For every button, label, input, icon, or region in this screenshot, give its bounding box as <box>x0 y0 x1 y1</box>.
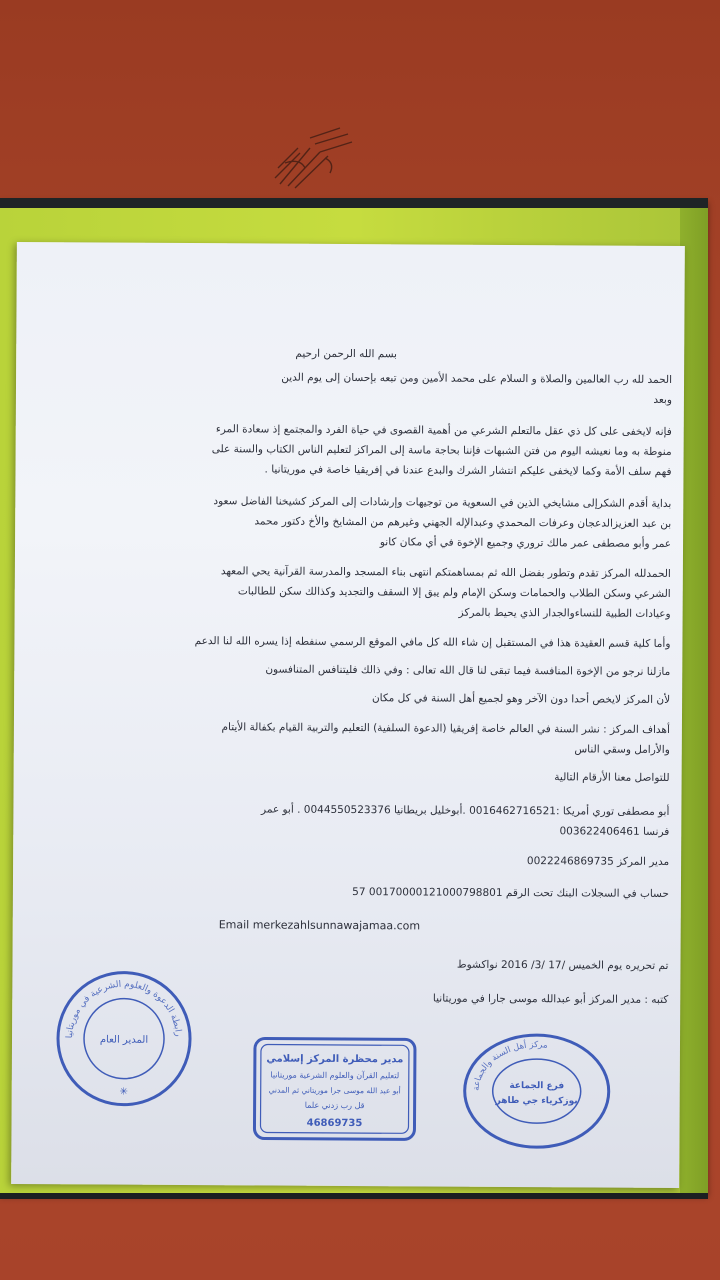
oval-stamp-right <box>461 1031 612 1152</box>
signature-line: كتبه : مدير المركز أبو عبدالله موسى جارا في موريتانيا <box>432 992 669 1006</box>
stamp-right-ring-text: مركز أهل السنة والجماعة <box>471 1040 549 1092</box>
stamp-center-line-3: أبو عبد الله موسى جرا موريتاني ثم المدني <box>268 1085 401 1096</box>
opening-line-1: الحمد لله رب العالمين والصلاة و السلام على محمد الأمين ومن تبعه بإحسان إلى يوم الدين <box>281 371 673 386</box>
para5: مازلنا نرجو من الإخوة المنافسة فيما تبقى لنا قال الله تعالى : وفي ذالك فليتنافس المتنافسون <box>265 663 671 678</box>
para2-line-1: بداية أقدم الشكرإلى مشايخي الذين في السعوية من توجيهات وإرشادات إلى المركز كشيخنا الفاضل سعود <box>213 495 672 510</box>
email-line: Email merkezahlsunnawajamaa.com <box>218 918 421 933</box>
para2-line-3: عمر وأبو مصطفى عمر مالك تروري وجميع الإخوة في أي مكان كانو <box>379 536 672 550</box>
para2-line-2: بن عبد العزيزالدعجان وعرفات المحمدي وعبدالإله الجهني وغيرهم من المشايخ والأخ دكتور محمد <box>254 515 672 530</box>
date-line: تم تحريره يوم الخميس /17 /3/ 2016 نواكشوط <box>456 958 669 972</box>
para7-line-1: أهداف المركز : نشر السنة في العالم خاصة إفريقيا (الدعوة السلفية) التعليم والتربية القيام بكفالة الأيتام <box>221 721 670 736</box>
round-stamp-left <box>56 968 193 1109</box>
stamp-left-star-icon: ✳ <box>119 1086 128 1098</box>
stamp-left-center-text: المدير العام <box>99 1034 149 1046</box>
folder-bottom-line <box>0 1193 708 1199</box>
stamp-center-line-1: مدير محظرة المركز إسلامي <box>266 1053 404 1066</box>
pen-scribble-mark <box>270 118 360 193</box>
stamp-right-center-line-1: فرع الجماعة <box>509 1080 565 1092</box>
para7-line-2: والأرامل وسقي الناس <box>574 743 670 756</box>
basmala: بسم الله الرحمن ارحيم <box>295 347 398 361</box>
stamp-center-line-4: قل رب زدني علما <box>304 1100 365 1111</box>
contacts-line-1: أبو مصطفى توري أمريكا :0016462716521 .أبوخليل بريطانيا 0044550523376 . أبو عمر <box>261 803 670 818</box>
para1-line-2: منوطة به وما نعيشه اليوم من فتن الشبهات فإننا بحاجة ماسة إلى المراكز لتعليم الناس الكتاب والسنة على <box>211 443 672 458</box>
stamp-center-line-2: لتعليم القرآن والعلوم الشرعية موريتانيا <box>270 1070 400 1081</box>
para3-line-1: الحمدلله المركز تقدم وتطور بفضل الله ثم بمساهمتكم انتهى بناء المسجد والمدرسة القرآنية يحي المعهد <box>220 565 671 580</box>
para1-line-1: فإنه لايخفى على كل ذي عقل مالتعلم الشرعي من أهمية القصوى في حياة الفرد والمجتمع إذ سعادة المرء <box>215 423 672 438</box>
para3-line-2: الشرعي وسكن الطلاب والحمامات وسكن الإمام ولم يبق إلا السقف والتجديد وكذالك سكن للطالبات <box>237 585 671 600</box>
para4: وأما كلية قسم العقيدة هذا في المستقبل إن شاء الله كل مافي الموقع الرسمي سنفطه إذا يسره الله لنا الدعم <box>194 635 671 650</box>
para3-line-3: وعيادات الطبية للنساءوالجدار الذي يحيط بالمركز <box>458 606 671 620</box>
contact-intro: للتواصل معنا الأرقام التالية <box>554 771 670 784</box>
stamp-left-ring-text: رابطة الدعوة والعلوم الشرعية في موريتانيا <box>65 979 184 1039</box>
opening-line-2: وبعد <box>653 393 672 406</box>
letter-page <box>11 242 685 1188</box>
para6: لأن المركز لايخص أحدا دون الآخر وهو لجميع أهل السنة في كل مكان <box>371 692 671 706</box>
para1-line-3: فهم سلف الأمة وكما لايخفى عليكم انتشار الشرك والبدع عندنا في إفريقيا خاصة في موريتانيا . <box>264 463 672 478</box>
director-phone: مدير المركز 0022246869735 <box>526 855 670 868</box>
contacts-line-2: فرنسا 003622406461 <box>559 825 670 838</box>
bank-account: حساب في السجلات البنك تحت الرقم 00170000121000798801 57 <box>352 886 669 900</box>
stamp-center-phone: 46869735 <box>306 1117 363 1130</box>
stamp-right-center-line-2: بوزكرياء جي طاهر <box>495 1095 578 1107</box>
rect-stamp-center <box>251 1035 418 1142</box>
